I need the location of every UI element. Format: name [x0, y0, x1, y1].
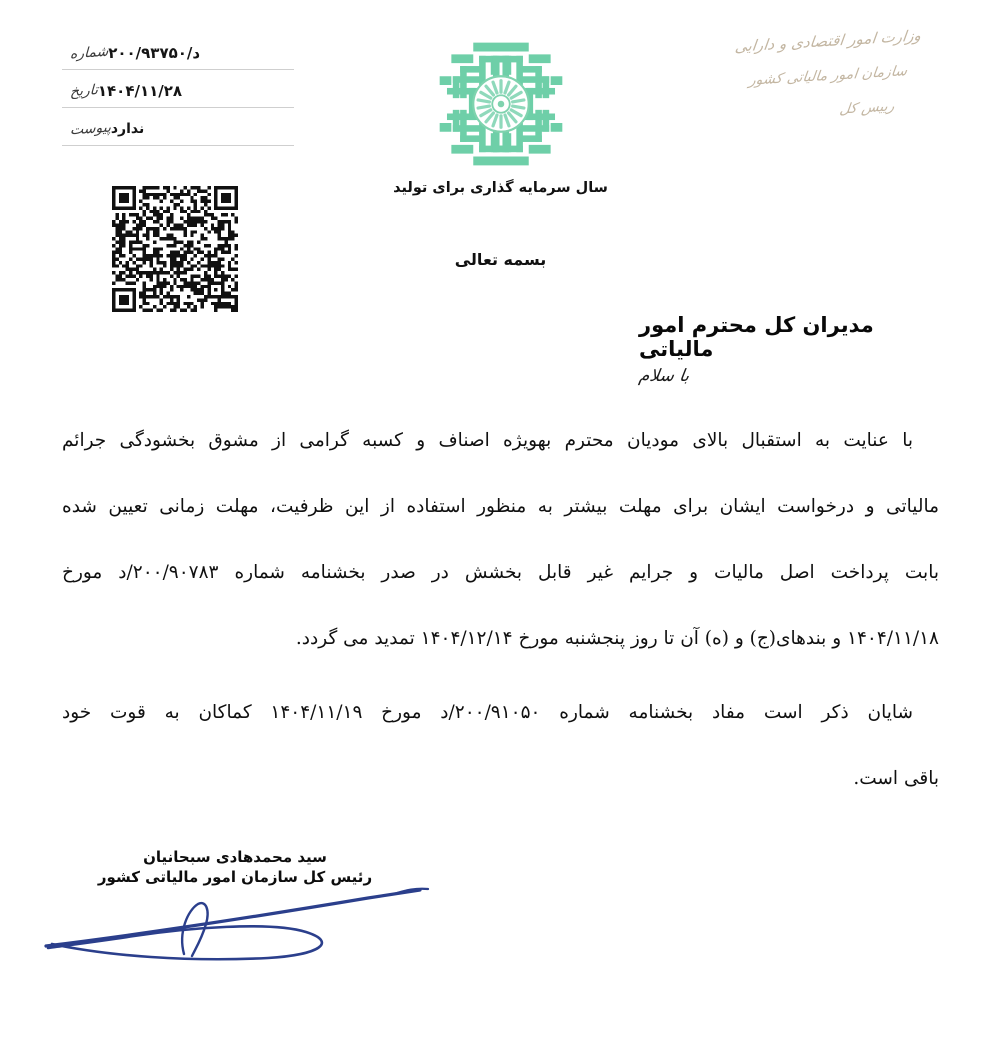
signatory-title: رئیس کل سازمان امور مالیاتی کشور — [97, 867, 373, 886]
field-underline — [62, 145, 294, 146]
date-label: تاریخ — [69, 82, 99, 100]
basmala: بسمه تعالی — [454, 250, 547, 269]
body-paragraph-1-line-4: ۱۴۰۴/۱۱/۱۸ و بندهای(ج) و (ه) آن تا روز پنجشنبه مورخ ۱۴۰۴/۱۲/۱۴ تمدید می گردد. — [295, 628, 939, 649]
body-paragraph-1-line-3: بابت پرداخت اصل مالیات و جرایم غیر قابل بخشش در صدر بخشنامه شماره ۲۰۰/۹۰۷۸۳/د مورخ — [62, 562, 939, 583]
addressee-line: مدیران کل محترم امور مالیاتی — [639, 313, 874, 361]
document-verification-qr-code — [112, 186, 238, 312]
iran-tax-administration-emblem — [428, 30, 574, 178]
letterhead-field-attachment — [62, 112, 294, 150]
body-paragraph-2-line-2: باقی است. — [853, 768, 939, 789]
ministry-calligraphy-mark — [693, 26, 963, 118]
signature-block — [0, 848, 470, 888]
year-slogan: سال سرمایه گذاری برای تولید — [393, 180, 608, 196]
qr-code-icon — [112, 186, 238, 312]
reference-number-value: د/۲۰۰/۹۳۷۵۰ — [108, 44, 201, 62]
letterhead-field-date — [62, 74, 294, 112]
attachment-label: پیوست — [69, 119, 112, 139]
ministry-line-2: سازمان امور مالیاتی کشور — [747, 63, 909, 89]
body-paragraph-2-line-1: شایان ذکر است مفاد بخشنامه شماره ۲۰۰/۹۱۰۵۰/د مورخ ۱۴۰۴/۱۱/۱۹ کماکان به قوت خود — [62, 702, 913, 723]
field-underline — [62, 107, 294, 108]
central-rosette — [473, 76, 528, 131]
body-paragraph-1-line-1: با عنایت به استقبال بالای مودیان محترم بهویژه اصناف و کسبه گرامی از مشوق بخشودگی جرائم — [62, 430, 913, 451]
date-value: ۱۴۰۴/۱۱/۲۸ — [97, 82, 183, 100]
greeting-line: با سلام — [637, 366, 691, 386]
signatory-name: سید محمدهادی سبحانیان — [143, 848, 327, 866]
ministry-line-1: وزارت امور اقتصادی و دارایی — [734, 26, 923, 56]
ministry-line-3: رییس کل — [838, 98, 896, 118]
body-paragraph-1-line-2: مالیاتی و درخواست ایشان برای مهلت بیشتر به منظور استفاده از این ظرفیت، مهلت زمانی تعیین شده — [62, 496, 939, 517]
field-underline — [62, 69, 294, 70]
letterhead-field-reference-number — [62, 36, 294, 74]
attachment-value: ندارد — [110, 121, 145, 137]
letterhead-fields — [62, 36, 294, 150]
letter-body — [62, 432, 939, 836]
reference-number-label: شماره — [69, 43, 109, 63]
